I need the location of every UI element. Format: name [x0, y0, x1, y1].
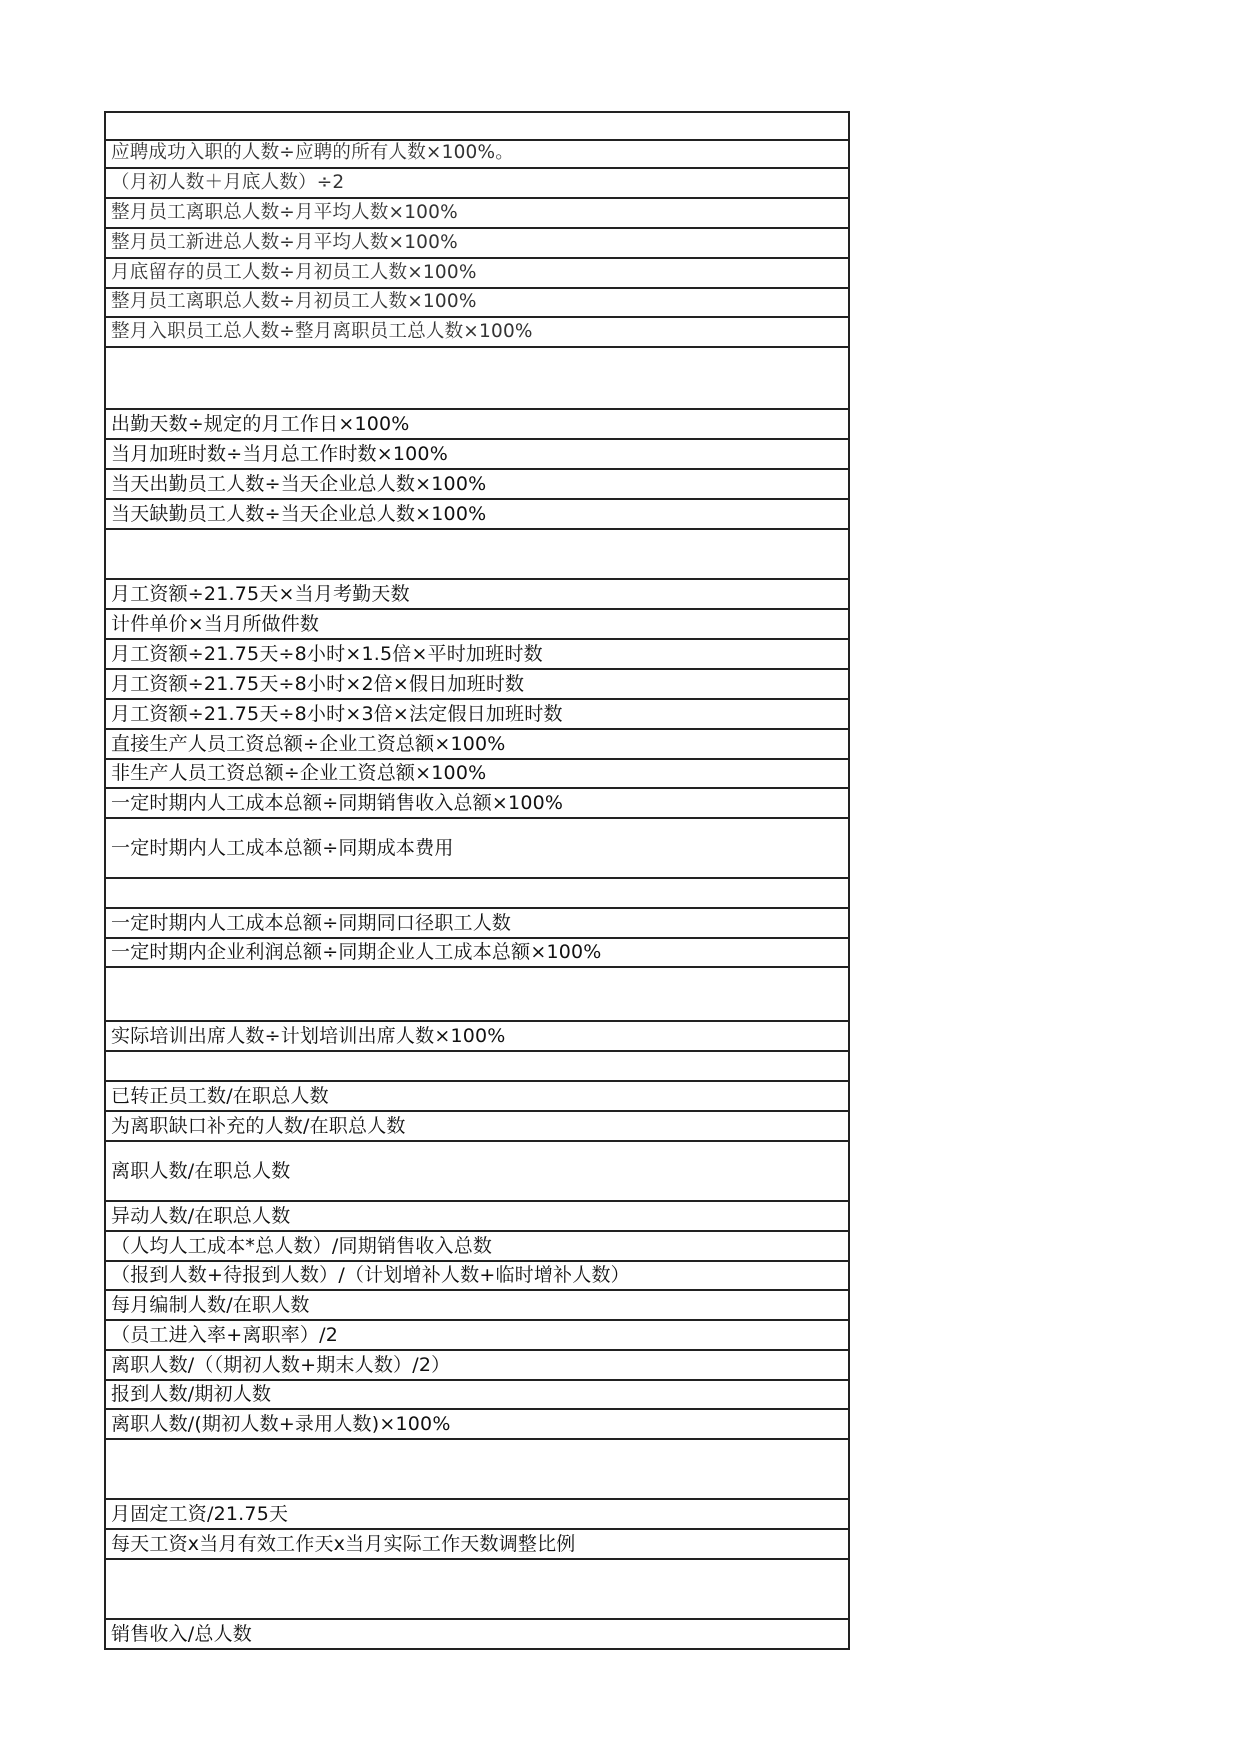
- formula-cell: 一定时期内人工成本总额÷同期销售收入总额×100%: [111, 791, 564, 814]
- table-row: [104, 1022, 850, 1052]
- table-row: [104, 1142, 850, 1202]
- table-row: [104, 1530, 850, 1560]
- table-row-blank: [104, 530, 850, 580]
- formula-cell: 月底留存的员工人数÷月初员工人数×100%: [111, 261, 477, 283]
- formula-cell: 一定时期内人工成本总额÷同期成本费用: [111, 836, 454, 859]
- formula-cell: 整月员工新进总人数÷月平均人数×100%: [111, 231, 458, 253]
- formula-cell: （员工进入率+离职率）/2: [111, 1323, 339, 1346]
- formula-cell: 一定时期内企业利润总额÷同期企业人工成本总额×100%: [111, 941, 602, 963]
- formula-cell: 直接生产人员工资总额÷企业工资总额×100%: [111, 732, 506, 755]
- formula-cell: 出勤天数÷规定的月工作日×100%: [111, 412, 410, 435]
- formula-cell: 离职人数/在职总人数: [111, 1159, 291, 1182]
- table-row: [104, 1112, 850, 1142]
- formula-cell: 月工资额÷21.75天÷8小时×2倍×假日加班时数: [111, 672, 525, 695]
- table-row: [104, 789, 850, 819]
- formula-cell: 离职人数/（（期初人数+期末人数）/2）: [111, 1353, 451, 1376]
- formula-cell: 一定时期内人工成本总额÷同期同口径职工人数: [111, 911, 512, 934]
- table-row: [104, 289, 850, 318]
- table-row: [104, 169, 850, 199]
- table-row-blank: [104, 1440, 850, 1500]
- table-row-blank: [104, 348, 850, 410]
- formula-cell: 销售收入/总人数: [111, 1622, 253, 1645]
- table-row-blank: [104, 1052, 850, 1082]
- table-row: [104, 229, 850, 259]
- formula-cell: 月工资额÷21.75天÷8小时×1.5倍×平时加班时数: [111, 642, 543, 665]
- formula-cell: 当天出勤员工人数÷当天企业总人数×100%: [111, 472, 487, 495]
- table-row: [104, 1381, 850, 1410]
- table-row: [104, 1202, 850, 1232]
- table-row: [104, 1321, 850, 1351]
- table-row: [104, 1351, 850, 1381]
- formula-cell: 当天缺勤员工人数÷当天企业总人数×100%: [111, 502, 487, 525]
- table-row: [104, 760, 850, 789]
- table-row: [104, 670, 850, 700]
- formula-cell: （人均人工成本*总人数）/同期销售收入总数: [111, 1234, 493, 1257]
- formula-cell: （月初人数＋月底人数）÷2: [111, 171, 345, 193]
- formula-cell: 异动人数/在职总人数: [111, 1204, 291, 1227]
- table-row: [104, 1410, 850, 1440]
- table-row: [104, 909, 850, 939]
- table-row: [104, 819, 850, 879]
- formula-cell: （报到人数+待报到人数）/（计划增补人数+临时增补人数）: [111, 1264, 630, 1286]
- table-row: [104, 139, 850, 169]
- table-row: [104, 1291, 850, 1321]
- sheet-blank-row: [104, 111, 850, 141]
- table-row: [104, 440, 850, 470]
- formula-cell: 月工资额÷21.75天×当月考勤天数: [111, 582, 410, 605]
- table-row-blank: [104, 1560, 850, 1620]
- table-row: [104, 410, 850, 440]
- table-row: [104, 640, 850, 670]
- formula-cell: 离职人数/(期初人数+录用人数)×100%: [111, 1412, 451, 1435]
- formula-cell: 当月加班时数÷当月总工作时数×100%: [111, 442, 448, 465]
- table-row-blank: [104, 879, 850, 909]
- table-row: [104, 470, 850, 500]
- formula-cell: 每月编制人数/在职人数: [111, 1293, 310, 1316]
- formula-cell: 计件单价×当月所做件数: [111, 612, 320, 635]
- table-row: [104, 500, 850, 530]
- table-row: [104, 1620, 850, 1650]
- table-row-blank: [104, 968, 850, 1022]
- formula-cell: 月工资额÷21.75天÷8小时×3倍×法定假日加班时数: [111, 702, 563, 725]
- formula-cell: 报到人数/期初人数: [111, 1383, 272, 1405]
- formula-cell: 已转正员工数/在职总人数: [111, 1084, 329, 1107]
- table-row: [104, 1500, 850, 1530]
- formula-cell: 整月员工离职总人数÷月平均人数×100%: [111, 201, 458, 223]
- table-row: [104, 700, 850, 730]
- table-row: [104, 610, 850, 640]
- table-row: [104, 1082, 850, 1112]
- table-row: [104, 1232, 850, 1262]
- formula-cell: 整月员工离职总人数÷月初员工人数×100%: [111, 291, 477, 313]
- table-row: [104, 259, 850, 289]
- formula-cell: 每天工资x当月有效工作天x当月实际工作天数调整比例: [111, 1532, 576, 1555]
- formula-cell: 非生产人员工资总额÷企业工资总额×100%: [111, 762, 487, 784]
- formula-cell: 应聘成功入职的人数÷应聘的所有人数×100%。: [111, 141, 514, 163]
- table-row: [104, 1262, 850, 1291]
- formula-cell: 实际培训出席人数÷计划培训出席人数×100%: [111, 1024, 506, 1047]
- formula-cell: 月固定工资/21.75天: [111, 1502, 289, 1525]
- formula-cell: 为离职缺口补充的人数/在职总人数: [111, 1114, 406, 1137]
- table-row: [104, 730, 850, 760]
- table-row: [104, 580, 850, 610]
- table-row: [104, 939, 850, 968]
- table-row: [104, 199, 850, 229]
- table-row: [104, 318, 850, 348]
- formula-cell: 整月入职员工总人数÷整月离职员工总人数×100%: [111, 320, 533, 342]
